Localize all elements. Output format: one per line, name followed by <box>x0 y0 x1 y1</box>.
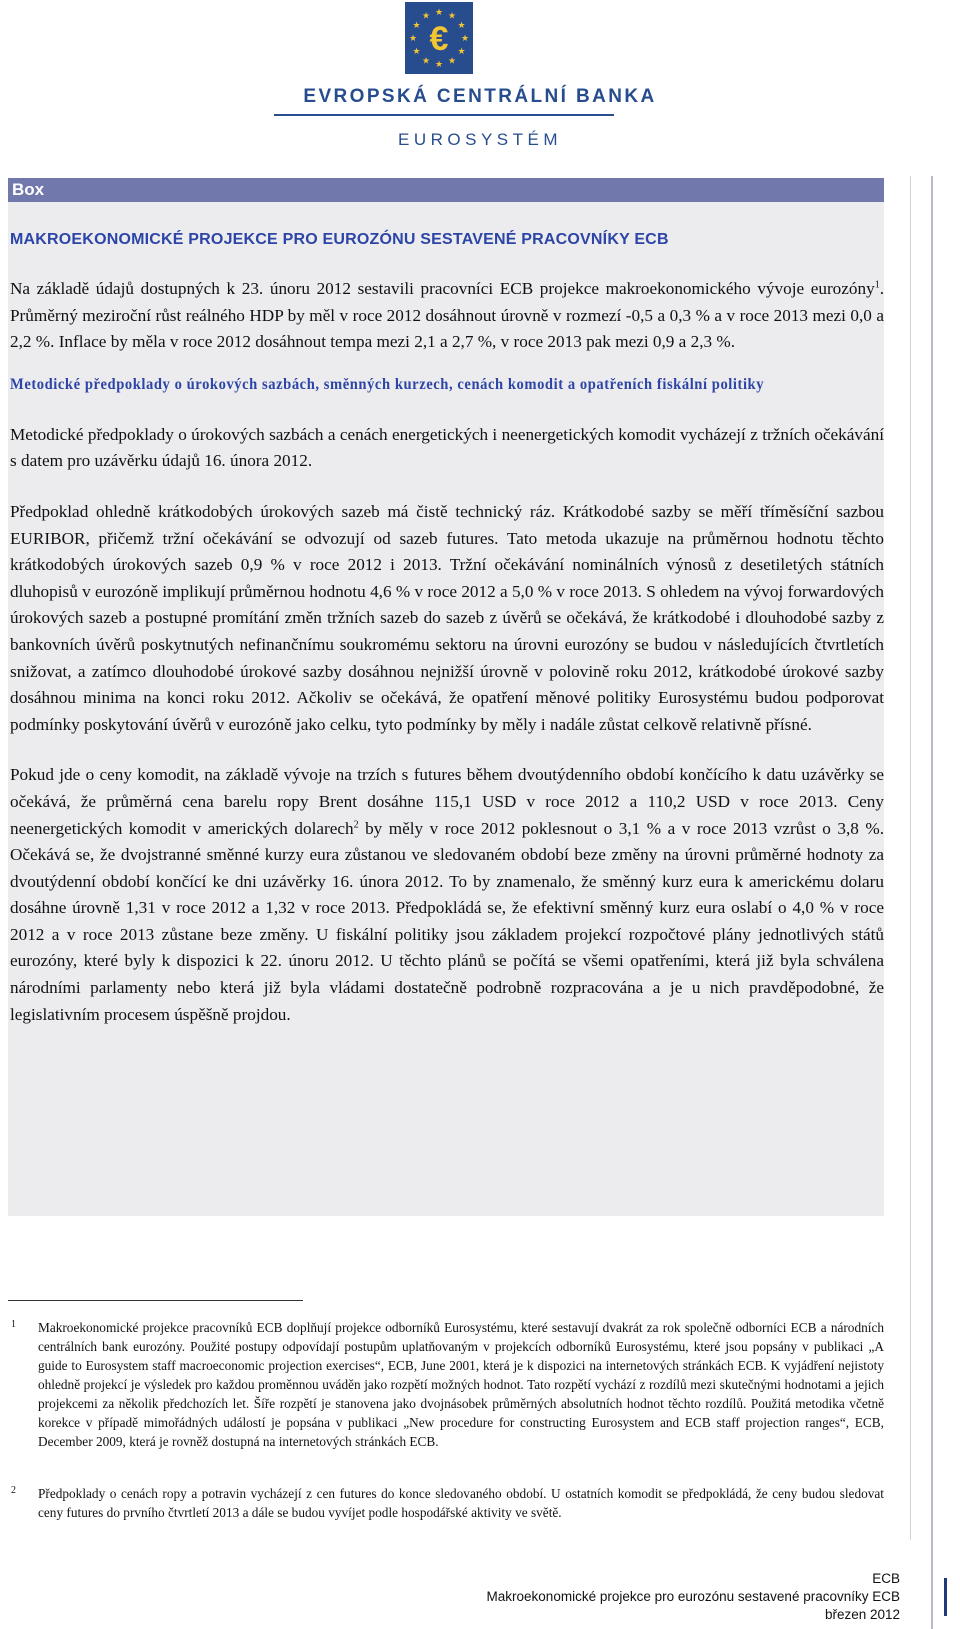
intro-paragraph: Na základě údajů dostupných k 23. únoru 2012 sestavili pracovníci ECB projekce makroekonomického vývoje eurozóny$^1$. Průměrný meziroční růst reálného HDP by měl v roce 2012 dosáhnout úrovně v rozmezí -0,5 a 0,3 % a v roce 2013 mezi 0,0 a 2,2 %. Inflace by měla v roce 2012 dosáhnout tempa mezi 2,1 a 2,7 %, v roce 2013 pak mezi 0,9 a 2,3 %. <box>10 279 884 352</box>
footnote-2 <box>8 1484 884 1522</box>
star-icon: ★ <box>408 33 418 43</box>
projection-box <box>8 178 884 1216</box>
box-title: MAKROEKONOMICKÉ PROJEKCE PRO EUROZÓNU SESTAVENÉ PRACOVNÍKY ECB <box>10 231 669 248</box>
paragraph-methodology: Metodické předpoklady o úrokových sazbách a cenách energetických i neenergetických komodit vycházejí z tržních očekávání s datem pro uzávěrku údajů 16. února 2012. <box>10 424 884 471</box>
star-icon: ★ <box>412 46 421 56</box>
star-icon: ★ <box>421 10 431 21</box>
svg-text:€: € <box>429 20 449 58</box>
ecb-logo <box>0 0 960 150</box>
margin-line-dark <box>931 176 933 1629</box>
footnote-ref-2[interactable]: 2 <box>353 818 359 830</box>
star-icon: ★ <box>457 20 466 30</box>
star-icon: ★ <box>434 59 444 69</box>
star-icon: ★ <box>457 46 466 56</box>
section-subheading: Metodické předpoklady o úrokových sazbách, směnných kurzech, cenách komodit a opatřeních fiskální politiky <box>10 375 765 393</box>
star-icon: ★ <box>434 7 444 17</box>
footnote-number: 2 <box>11 1485 16 1496</box>
star-icon: ★ <box>460 33 470 43</box>
paragraph-interest-rates: Předpoklad ohledně krátkodobých úrokových sazeb má čistě technický ráz. Krátkodobé sazby se měří tříměsíční sazbou EURIBOR, přičemž tržní očekávání se odvozují od sazeb futures. Tato metoda ukazuje na průměrnou hodnotu těchto krátkodobých úrokových sazeb 0,9 % v roce 2012 i 2013. Tržní očekávání nominálních výnosů z desetiletých státních dluhopisů v eurozóně implikují průměrnou hodnotu 4,6 % v roce 2012 a 5,0 % v roce 2013. S ohledem na vývoj forwardových úrokových sazeb a postupné promítání změn tržních sazeb do sazeb z úvěrů se očekává, že krátkodobé i dlouhodobé sazby z bankovních úvěrů poskytnutých nefinančnímu soukromému sektoru na úrovni eurozóny se budou v následujících čtvrtletích snižovat, a zatímco dlouhodobé úrokové sazby dosáhnou nejnižší úrovně v polovině roku 2012, krátkodobé úrokové sazby dosáhnou minima na konci roku 2012. Ačkoliv se očekává, že opatření měnové politiky Eurosystému budou podporovat podmínky poskytování úvěrů v eurozóně jako celku, tyto podmínky by měly i nadále zůstat celkově relativně přísné. <box>10 501 884 734</box>
star-icon: ★ <box>447 10 457 21</box>
bank-name: EVROPSKÁ CENTRÁLNÍ BANKA <box>303 86 657 107</box>
footnote-number: 1 <box>11 1319 16 1330</box>
logo-rule <box>274 114 614 116</box>
system-name: EUROSYSTÉM <box>397 130 563 149</box>
star-icon: ★ <box>447 55 457 66</box>
footer-date: březen 2012 <box>824 1607 900 1622</box>
footnote-rule <box>8 1300 303 1301</box>
euro-emblem-icon <box>405 2 473 74</box>
footnote-1 <box>8 1318 884 1451</box>
margin-line-light <box>910 176 911 1540</box>
paragraph-commodities: Pokud jde o ceny komodit, na základě vývoje na trzích s futures během dvoutýdenního období končícího k datu uzávěrky se očekává, že průměrná cena barelu ropy Brent dosáhne 115,1 USD v roce 2012 a 110,2 USD v roce 2013. Ceny neenergetických komodit v amerických dolarech$^2$ by měly v roce 2012 poklesnout o 3,1 % a v roce 2013 vzrůst o 3,8 %. Očekává se, že dvojstranné směnné kurzy eura zůstanou ve sledovaném období beze změny na úrovni průměrné hodnoty za dvoutýdenní období končící ke dni uzávěrky 16. února 2012. To by znamenalo, že směnný kurz eura k americkému dolaru dosáhne úrovně 1,31 v roce 2012 a 1,32 v roce 2013. Předpokládá se, že efektivní směnný kurz eura oslabí o 4,0 % v roce 2012 a v roce 2013 zůstane beze změny. U fiskální politiky jsou základem projekcí rozpočtové plány jednotlivých států eurozóny, které byly k dispozici k 22. únoru 2012. U těchto plánů se počítá se všemi opatřeními, která již byla schválena národními parlamenty nebo která již byla vládami dostatečně podrobně rozpracována a je u nich pravděpodobné, že legislativním procesem úspěšně projdou. <box>10 765 885 1024</box>
star-icon: ★ <box>412 20 421 30</box>
box-label: Box <box>8 178 884 202</box>
footer-publisher: ECB <box>872 1571 900 1586</box>
star-icon: ★ <box>421 55 431 66</box>
footer-title: Makroekonomické projekce pro eurozónu sestavené pracovníky ECB <box>486 1589 900 1604</box>
footnote-text: Předpoklady o cenách ropy a potravin vycházejí z cen futures do konce sledovaného období. U ostatních komodit se předpokládá, že ceny budou sledovat ceny futures do prvního čtvrtletí 2013 a dále se budou vyvíjet podle hospodářské aktivity ve světě. <box>38 1486 884 1520</box>
page-marker <box>944 1578 947 1616</box>
box-body <box>10 276 884 1028</box>
footnote-text: Makroekonomické projekce pracovníků ECB doplňují projekce odborníků Eurosystému, které sestavují dvakrát za rok společně odborníci ECB a národních centrálních bank eurozóny. Použité postupy odpovídají postupům uplatňovaným v projekcích odborníků Eurosystému, které jsou popsány v publikaci „A guide to Eurosystem staff macroeconomic projection exercises“, ECB, June 2001, která je k dispozici na internetových stránkách ECB. K vyjádření nejistoty ohledně projekcí je výsledek pro každou proměnnou uváděn jako rozpětí možných hodnot. Tato rozpětí vychází z rozdílů mezi skutečnými hodnotami a jejich projekcemi za několik předchozích let. Šíře rozpětí je stanovena jako dvojnásobek průměrných absolutních hodnot těchto rozdílů. Použitá metodika včetně korekce v případě mimořádných událostí je popsána v publikaci „New procedure for constructing Eurosystem and ECB staff projection ranges“, ECB, December 2009, která je rovněž dostupná na internetových stránkách ECB. <box>38 1320 884 1449</box>
footnote-ref-1[interactable]: 1 <box>874 279 880 291</box>
